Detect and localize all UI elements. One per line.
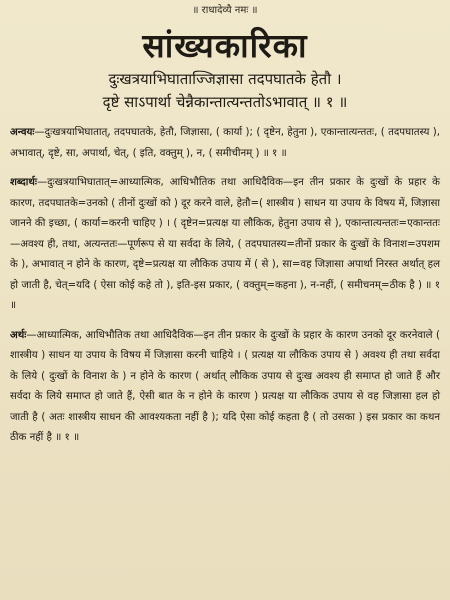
page-title: सांख्यकारिका — [142, 26, 308, 65]
invocation-line: ॥ राधादेव्यै नमः ॥ — [192, 5, 258, 16]
verse-block — [10, 68, 440, 114]
anvaya-label: अन्वयः — [10, 127, 35, 138]
anvaya-paragraph — [10, 123, 440, 164]
anvaya-text: —दुःखत्रयाभिघातात्, तदपघातके, हेतौ, जिज्ञासा, ( कार्या ); ( दृष्टेन, हेतुना ), एकान्तात्यन्ततः, ( तदपघातस्य ), अभावात्, दृष्टे, सा, अपार्था, चेत्, ( इति, वक्तुम् ), न, ( समीचीनम् ) ॥ १ ॥ — [10, 127, 440, 159]
artha-label: अर्थः — [10, 329, 27, 341]
shabdartha-paragraph — [10, 173, 440, 317]
artha-text: —आध्यात्मिक, आधिभौतिक तथा आधिदैविक—इन तीन प्रकार के दुःखों के प्रहार के कारण उनको दूर करनेवाले ( शास्त्रीय ) साधन या उपाय के विषय में जिज्ञासा करनी चाहिये । ( प्रत्यक्ष या लौकिक उपाय से ) अवश्य ही तथा सर्वदा के लिये ( दुःखों के विनाश के ) न होने के कारण ( अर्थात् लौकिक उपाय से दुःख अवश्य ही समाप्त हो जाते हैं और सर्वदा के लिये समाप्त हो जाते हैं, ऐसी बात के न होने के कारण ) प्रत्यक्ष या लौकिक उपाय से वह जिज्ञासा हल हो जाती है ( अतः शास्त्रीय साधन की आवश्यकता नहीं है ); यदि ऐसा कोई कहता है ( तो उसका ) इस प्रकार का कथन ठीक नहीं है ॥ १ ॥ — [10, 329, 440, 443]
verse-line-2: दृष्टे साऽपार्था चेन्नैकान्तात्यन्ततोऽभावात् ॥ १ ॥ — [102, 93, 348, 111]
shabdartha-label: शब्दार्थः — [10, 177, 37, 188]
shabdartha-text: —दुःखत्रयाभिघातात्=आध्यात्मिक, आधिभौतिक तथा आधिदैविक—इन तीन प्रकार के दुःखों के प्रहार के कारण, तदपघातके=उनको ( तीनों दुःखों को ) दूर करने वाले, हेतौ=( शास्त्रीय ) साधन या उपाय के विषय में, जिज्ञासा जानने की इच्छा, ( कार्या=करनी चाहिए ) । ( दृष्टेन=प्रत्यक्ष या लौकिक, हेतुना उपाय से ), एकान्तात्यन्ततः=एकान्ततः—अवश्य ही, तथा, अत्यन्ततः—पूर्णरूप से या सर्वदा के लिये, ( तदपघातस्य=तीनों प्रकार के दुःखों के विनाश=उपशम के ), अभावात् न होने के कारण, दृष्टे=प्रत्यक्ष या लौकिक उपाय में ( से ), सा=वह जिज्ञासा अपार्था निरस्त अर्थात् हल हो जाती है, चेत्=यदि ( ऐसा कोई कहे तो ), इति-इस प्रकार, ( वक्तुम्=कहना ), न-नहीं, ( समीचनम्=ठीक है ) ॥ १ ॥ — [10, 177, 440, 311]
verse-line-1: दुःखत्रयाभिघाताज्जिज्ञासा तदपघातके हेतौ । — [108, 70, 342, 88]
artha-paragraph — [10, 326, 440, 449]
